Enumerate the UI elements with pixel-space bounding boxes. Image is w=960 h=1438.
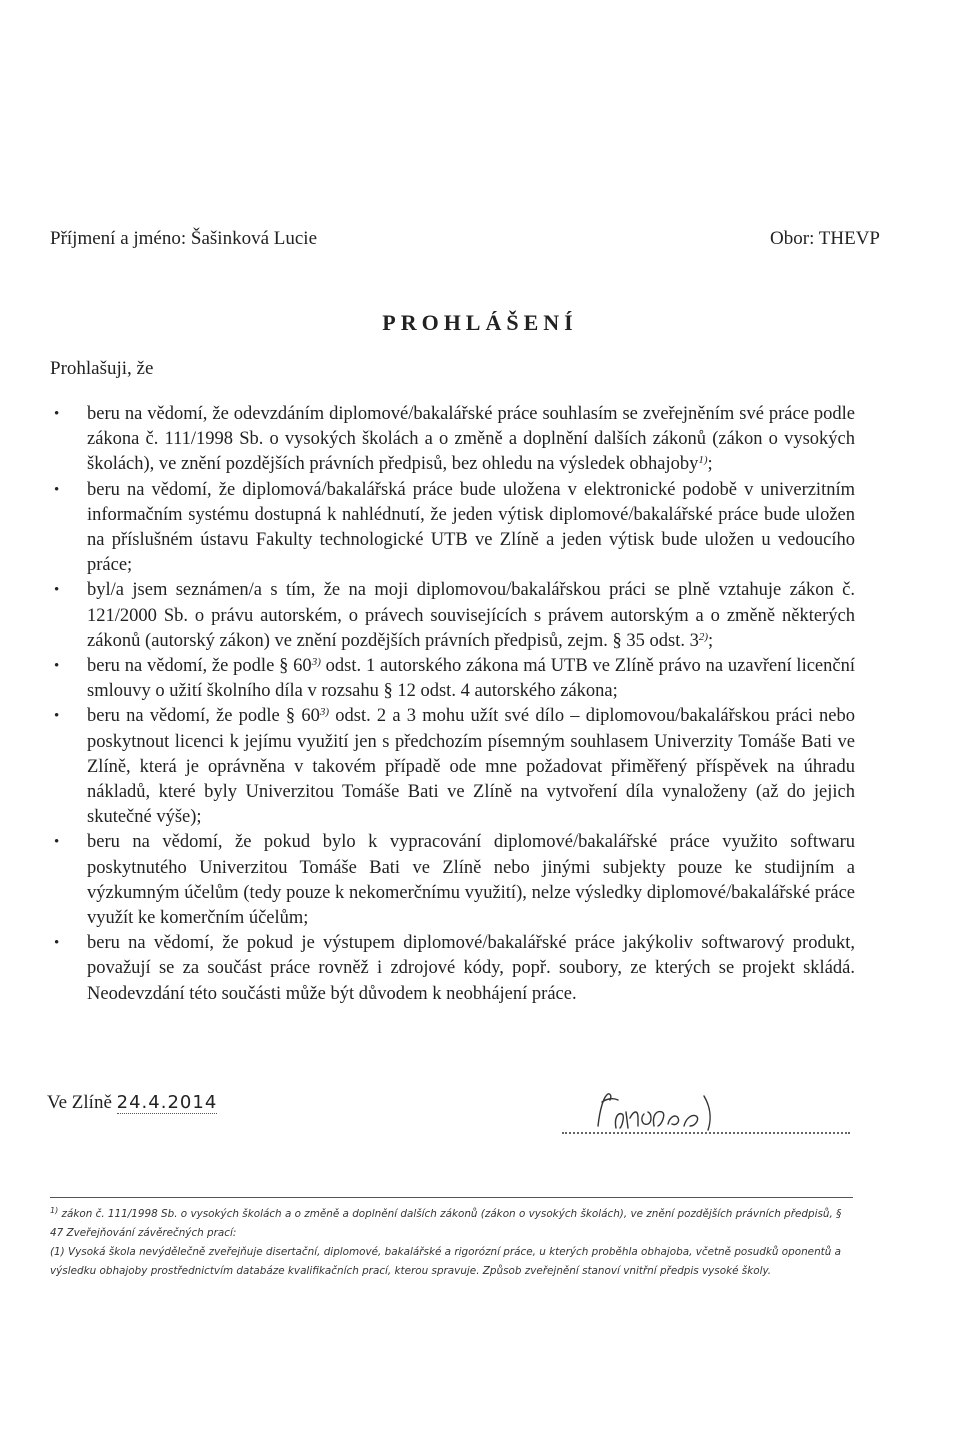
item-text-end: ; xyxy=(707,454,713,475)
handwritten-signature xyxy=(592,1088,742,1136)
footnote-ref: 1) xyxy=(698,454,708,467)
item-text-end: odst. 2 a 3 mohu užít své dílo – diplomovou/bakalářskou práci nebo poskytnout licenci k jejímu využití jen s předchozím písemným souhlasem Univerzity Tomáše Bati ve Zlíně, která je oprávněna v takovém případě ode mne požadovat přiměřený příspěvek na úhradu nákladů, které byly Univerzitou Tomáše Bati ve Zlíně na vytvoření díla vynaloženy (až do jejich skutečné výše); xyxy=(87,706,855,828)
item-text: beru na vědomí, že podle § 60 xyxy=(87,656,312,677)
declaration-item xyxy=(50,478,855,579)
study-field: Obor: THEVP xyxy=(770,228,880,249)
item-text: byl/a jsem seznámen/a s tím, že na moji diplomovou/bakalářskou práci se plně vztahuje zákon č. 121/2000 Sb. o právu autorském, o právech souvisejících s právem autorským a o změně některých zákonů (autorský zákon) ve znění pozdějších právních předpisů, zejm. § 35 odst. 3 xyxy=(87,580,855,651)
footnote-rule xyxy=(50,1197,853,1198)
item-text-end: ; xyxy=(708,630,714,651)
declaration-item xyxy=(50,578,855,654)
footnote-1 xyxy=(50,1205,853,1243)
item-text-end: odst. 1 autorského zákona má UTB ve Zlíně právo na uzavření licenční smlouvy o užití školního díla v rozsahu § 12 odst. 4 autorského zákona; xyxy=(87,656,855,702)
footnote-ref: 2) xyxy=(698,630,709,643)
place-date xyxy=(47,1092,217,1114)
place-label: Ve Zlíně xyxy=(47,1092,112,1113)
document-title: PROHLÁŠENÍ xyxy=(382,310,578,335)
item-text: beru na vědomí, že podle § 60 xyxy=(87,706,320,727)
declaration-item xyxy=(50,931,855,1007)
footnote-ref: 3) xyxy=(319,706,330,719)
footnote-2: (1) Vysoká škola nevýdělečně zveřejňuje disertační, diplomové, bakalářské a rigorózní práce, u kterých proběhla obhajoba, včetně posudků oponentů a výsledku obhajoby prostřednictvím databáze kvalifikačních prací, kterou spravuje. Způsob zveřejnění stanoví vnitřní předpis vysoké školy. xyxy=(50,1246,841,1277)
declaration-item xyxy=(50,704,855,830)
item-text: beru na vědomí, že odevzdáním diplomové/bakalářské práce souhlasím se zveřejněním své práce podle zákona č. 111/1998 Sb. o vysokých školách a o změně a doplnění dalších zákonů (zákon o vysokých školách), ve znění pozdějších právních předpisů, bez ohledu na výsledek obhajoby xyxy=(87,404,855,475)
declaration-item xyxy=(50,402,855,478)
student-name: Příjmení a jméno: Šašinková Lucie xyxy=(50,228,318,249)
footnote-ref: 3) xyxy=(311,656,321,669)
signature-line xyxy=(562,1132,850,1134)
handwritten-date: 24.4.2014 xyxy=(116,1092,218,1113)
footnote-mark: 1) xyxy=(50,1206,59,1215)
item-text: beru na vědomí, že pokud bylo k vypracování diplomové/bakalářské práce využito softwaru poskytnutého Univerzitou Tomáše Bati ve Zlíně nebo jinými subjekty pouze ke studijním a výzkumným účelům (tedy pouze k nekomerčnímu využití), nelze výsledky diplomové/bakalářské práce využít ke komerčním účelům; xyxy=(87,832,855,929)
declaration-item xyxy=(50,654,855,704)
declaration-list xyxy=(50,402,855,1007)
intro-text: Prohlašuji, že xyxy=(50,358,154,379)
item-text: beru na vědomí, že diplomová/bakalářská práce bude uložena v elektronické podobě v univerzitním informačním systému dostupná k nahlédnutí, že jeden výtisk diplomové/bakalářské práce bude uložen na příslušném ústavu Fakulty technologické UTB ve Zlíně a jeden výtisk bude uložen u vedoucího práce; xyxy=(87,479,855,576)
item-text: beru na vědomí, že pokud je výstupem diplomové/bakalářské práce jakýkoliv softwarový produkt, považují se za součást práce rovněž i zdrojové kódy, popř. soubory, ze kterých se projekt skládá. Neodevzdání této součásti může být důvodem k neobhájení práce. xyxy=(87,933,855,1004)
footnote-1-text: zákon č. 111/1998 Sb. o vysokých školách a o změně a doplnění dalších zákonů (zákon o vysokých školách), ve znění pozdějších právních předpisů, § 47 Zveřejňování závěrečných prací: xyxy=(50,1208,842,1239)
declaration-item xyxy=(50,830,855,931)
